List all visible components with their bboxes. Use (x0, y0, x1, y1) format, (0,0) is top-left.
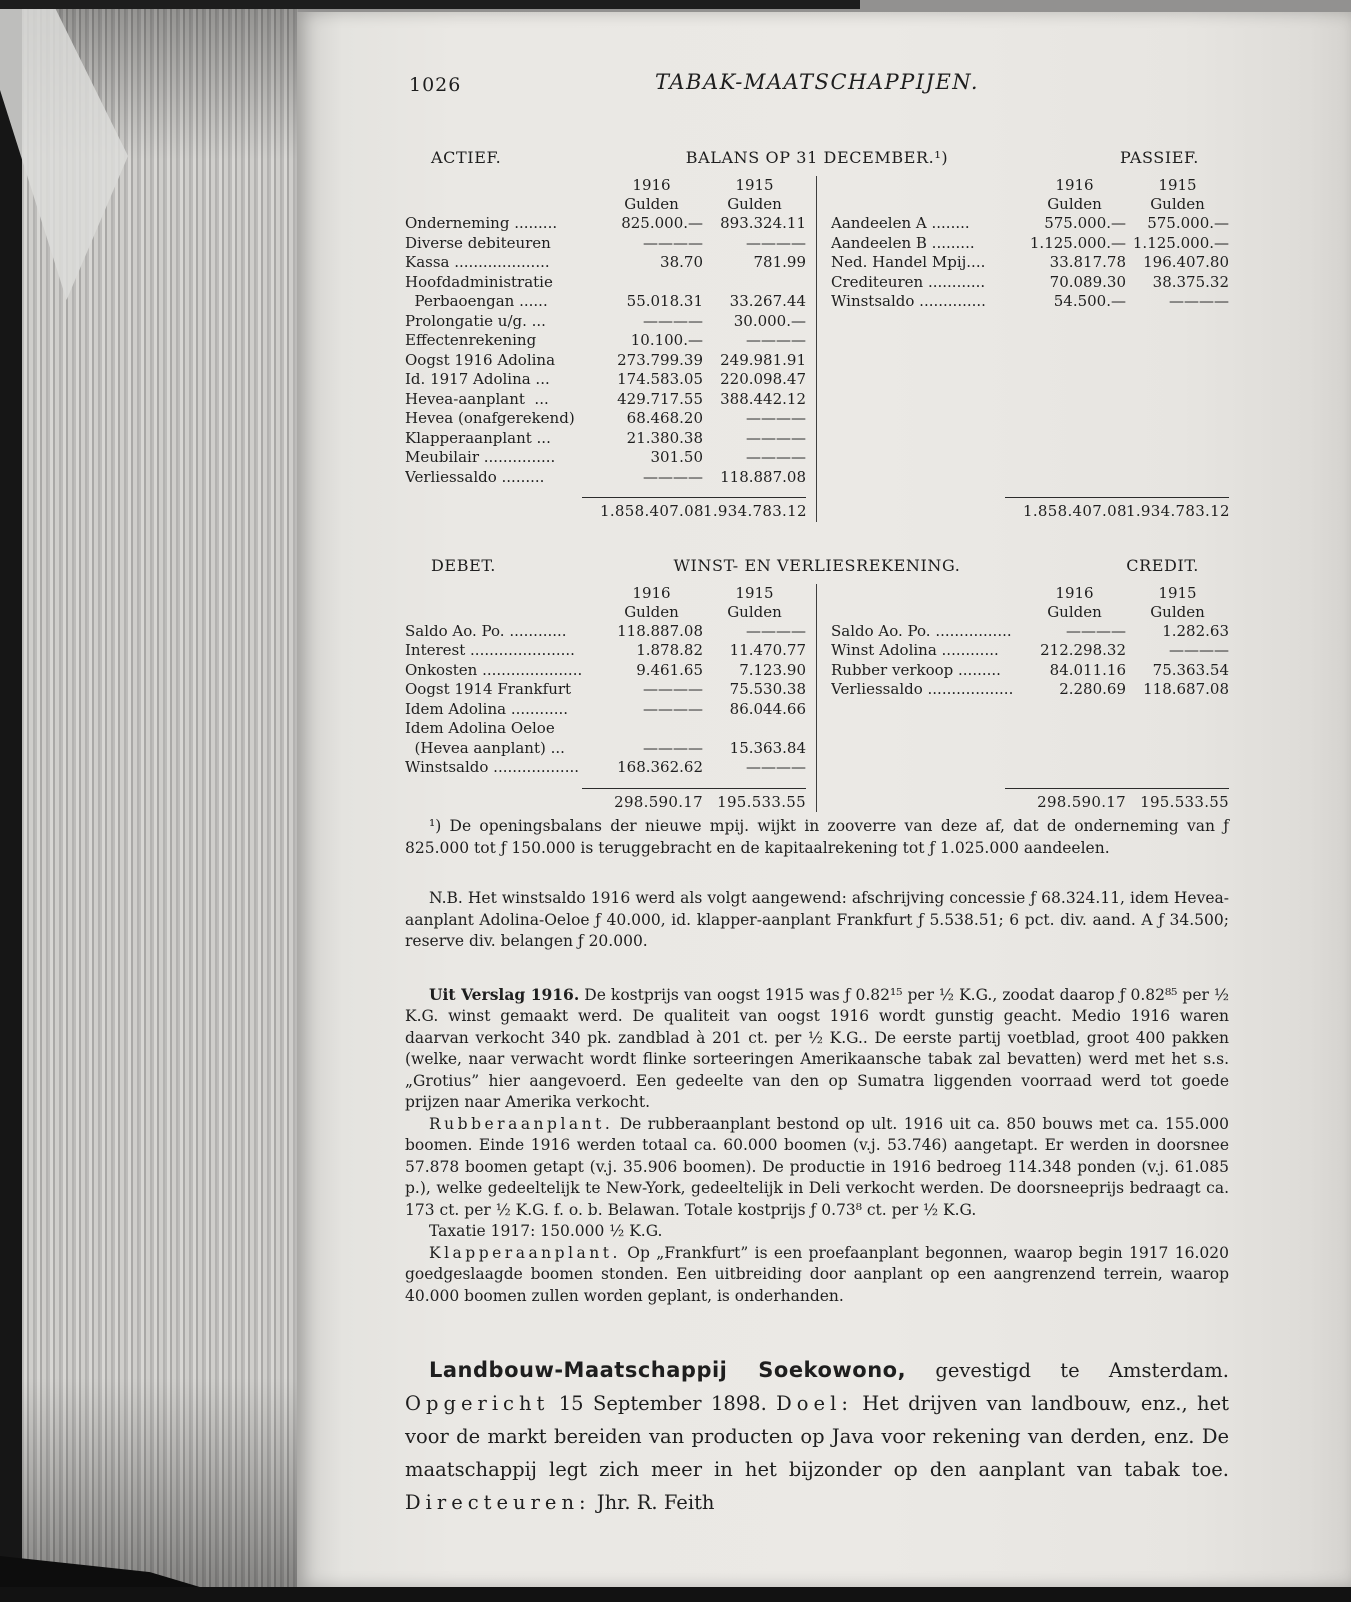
currency-label: Gulden (624, 195, 679, 213)
table-row: Kassa .................... 38.70 781.99 (405, 253, 806, 271)
actief-heading: ACTIEF. (431, 148, 502, 167)
paragraph-rubber: Rubberaanplant. De rubberaanplant bestond op ult. 1916 uit ca. 850 bouws met ca. 155.000 boomen. Einde 1916 werden totaal ca. 60.000 boomen (v.j. 53.746) aangetapt. Er werden in doorsnee 57.878 boomen getapt (v.j. 35.906 boomen). De productie in 1916 bedroeg 114.348 ponden (v.j. 61.085 p.), welke gedeeltelijk te New-York, gedeeltelijk in Deli verkocht werden. De doorsneeprijs bedraagt ca. 173 ct. per ½ K.G. f. o. b. Belawan. Totale kostprijs ƒ 0.73⁸ ct. per ½ K.G. (405, 1114, 1229, 1219)
total-1915: 195.533.55 (717, 792, 806, 811)
debet-panel (405, 584, 817, 813)
year-1916: 1916 (1055, 583, 1094, 602)
table-row: Id. 1917 Adolina ... 174.583.05 220.098.47 (405, 370, 806, 388)
table-row: Crediteuren ............ 70.089.30 38.375.32 (831, 272, 1229, 291)
currency-header-row (405, 195, 806, 214)
passief-heading: PASSIEF. (1119, 148, 1199, 167)
balance-panels (405, 176, 1229, 522)
pl-headings (405, 556, 1229, 575)
total-row (405, 502, 806, 522)
table-row: Onderneming ......... 825.000.— 893.324.11 (405, 214, 806, 232)
table-row: Effectenrekening 10.100.— ———— (405, 331, 806, 349)
currency-label: Gulden (624, 602, 679, 621)
year-1915: 1915 (735, 176, 774, 194)
scan-top-edge (0, 0, 860, 9)
passief-rows (831, 214, 1229, 312)
paragraph-taxatie: Taxatie 1917: 150.000 ½ K.G. (429, 1222, 663, 1240)
debet-heading: DEBET. (431, 555, 496, 575)
debet-rows (405, 622, 806, 778)
currency-label: Gulden (727, 195, 782, 213)
table-row: Interest ...................... 1.878.82 11.470.77 (405, 641, 806, 659)
paragraph-nb: N.B. Het winstsaldo 1916 werd als volgt aangewend: afschrijving concessie ƒ 68.324.11, idem Hevea-aanplant Adolina-Oeloe ƒ 40.000, id. klapper-aanplant Frankfurt ƒ 5.538.51; 6 pct. div. aand. A ƒ 34.500; reserve div. belangen ƒ 20.000. (405, 889, 1229, 950)
year-header-row (831, 584, 1229, 603)
currency-label: Gulden (1047, 602, 1102, 621)
passief-total (831, 487, 1229, 522)
total-1916: 1.858.407.08 (600, 502, 704, 520)
paragraph-klapper: Klapperaanplant. Op „Frankfurt” is een proefaanplant begonnen, waarop begin 1917 16.020 goedgeslaagde boomen stonden. Een uitbreiding door aanplant op een aangrenzend terrein, waarop 40.000 boomen zullen worden geplant, is onderhanden. (405, 1243, 1229, 1305)
table-row: Saldo Ao. Po. ................ ———— 1.282.63 (831, 621, 1229, 640)
table-row: Aandeelen A ........ 575.000.— 575.000.— (831, 214, 1229, 232)
year-1916: 1916 (632, 176, 671, 194)
balans-heading: BALANS OP 31 DECEMBER.¹) (685, 148, 949, 167)
table-row: Diverse debiteuren ———— ———— (405, 233, 806, 252)
table-row: Onkosten ..................... 9.461.65 7.123.90 (405, 660, 806, 679)
total-rule (582, 497, 806, 498)
table-row: Rubber verkoop ......... 84.011.16 75.363.54 (831, 660, 1229, 679)
year-1915: 1915 (735, 583, 774, 602)
total-1915: 1.934.783.12 (703, 502, 807, 520)
table-row: Saldo Ao. Po. ............ 118.887.08 ———— (405, 621, 806, 640)
book-spine (0, 0, 22, 1602)
total-row (831, 502, 1229, 522)
scan-bottom-edge (0, 1587, 1351, 1602)
year-header-row (831, 176, 1229, 195)
currency-label: Gulden (1150, 195, 1205, 213)
total-1916: 1.858.407.08 (1023, 502, 1127, 520)
currency-label: Gulden (727, 602, 782, 621)
total-rule (1005, 788, 1229, 789)
total-rule (582, 788, 806, 789)
currency-header-row (831, 603, 1229, 622)
page-content (405, 70, 1229, 1519)
table-row: Oogst 1916 Adolina 273.799.39 249.981.91 (405, 350, 806, 369)
table-row: Verliessaldo ......... ———— 118.887.08 (405, 467, 806, 486)
table-row: Perbaoengan ...... 55.018.31 33.267.44 (405, 292, 806, 310)
pl-panels (405, 584, 1229, 813)
page-surface (297, 12, 1351, 1587)
actief-rows (405, 214, 806, 487)
page-number: 1026 (409, 74, 462, 96)
year-1915: 1915 (1158, 176, 1197, 194)
currency-label: Gulden (1047, 195, 1102, 213)
table-row: Hevea-aanplant ... 429.717.55 388.442.12 (405, 389, 806, 408)
total-row (405, 793, 806, 813)
table-row: Ned. Handel Mpij.... 33.817.78 196.407.80 (831, 253, 1229, 271)
total-1916: 298.590.17 (1037, 792, 1126, 811)
table-row: Idem Adolina ............ ———— 86.044.66 (405, 699, 806, 718)
table-row: Hoofdadministratie (405, 272, 553, 291)
debet-total (405, 778, 806, 813)
credit-panel (817, 584, 1229, 813)
actief-total (405, 487, 806, 522)
paragraph-verslag: Uit Verslag 1916. De kostprijs van oogst 1915 was ƒ 0.82¹⁵ per ½ K.G., zoodat daarop ƒ 0.82⁸⁵ per ½ K.G. winst gemaakt werd. De qualiteit van oogst 1916 wordt gunstig geacht. Medio 1916 waren daarvan verkocht 340 pk. zandblad à 201 ct. per ½ K.G.. De eerste partij voetblad, groot 400 pakken (welke, naar verwacht wordt flinke sorteeringen Amerikaansche tabak zal bevatten) werd met het s.s. „Grotius” hier aangevoerd. Een gedeelte van den op Sumatra liggenden voorraad werd tot goede prijzen naar Amerika verkocht. (405, 984, 1229, 1111)
currency-label: Gulden (1150, 602, 1205, 621)
credit-total (831, 778, 1229, 813)
table-row: Winstsaldo .................. 168.362.62 ———— (405, 758, 806, 776)
credit-rows (831, 622, 1229, 700)
total-rule (1005, 497, 1229, 498)
year-header-row (405, 176, 806, 195)
table-row: Idem Adolina Oeloe (405, 719, 555, 737)
table-row: Aandeelen B ......... 1.125.000.— 1.125.000.— (831, 233, 1229, 252)
table-row: (Hevea aanplant) ... ———— 15.363.84 (405, 738, 806, 757)
table-row: Verliessaldo .................. 2.280.69 118.687.08 (831, 680, 1229, 698)
table-row: Prolongatie u/g. ... ———— 30.000.— (405, 311, 806, 330)
table-row: Winstsaldo .............. 54.500.— ———— (831, 292, 1229, 310)
total-1915: 195.533.55 (1140, 792, 1229, 811)
actief-panel (405, 176, 817, 522)
table-row: Oogst 1914 Frankfurt ———— 75.530.38 (405, 680, 806, 698)
page-header (405, 70, 1229, 104)
profit-loss-sheet (405, 556, 1229, 813)
year-1916: 1916 (1055, 176, 1094, 194)
paragraph-company: Landbouw-Maatschappij Soekowono, gevestigd te Amsterdam. Opgericht 15 September 1898. Doel: Het drijven van landbouw, enz., het voor de markt bereiden van producten op Java voor rekening van derden, enz. De maatschappij legt zich meer in het bijzonder op den aanplant van tabak toe. Directeuren: Jhr. R. Feith (405, 1358, 1229, 1514)
balance-sheet-headings (405, 148, 1229, 167)
paragraph-footnote: ¹) De openingsbalans der nieuwe mpij. wijkt in zooverre van deze af, dat de onderneming van ƒ 825.000 tot ƒ 150.000 is teruggebracht en de kapitaalrekening tot ƒ 1.025.000 aandeelen. (405, 817, 1229, 857)
text-sections (405, 816, 1229, 1519)
total-1916: 298.590.17 (614, 792, 703, 811)
year-1916: 1916 (632, 583, 671, 602)
total-row (831, 793, 1229, 813)
page-title: TABAK-MAATSCHAPPIJEN. (654, 70, 979, 94)
credit-heading: CREDIT. (1126, 555, 1199, 575)
table-row: Klapperaanplant ... 21.380.38 ———— (405, 428, 806, 447)
year-1915: 1915 (1158, 583, 1197, 602)
table-row: Hevea (onafgerekend) 68.468.20 ———— (405, 409, 806, 427)
currency-header-row (405, 603, 806, 622)
balance-sheet (405, 148, 1229, 522)
table-row: Winst Adolina ............ 212.298.32 ———— (831, 641, 1229, 659)
year-header-row (405, 584, 806, 603)
passief-panel (817, 176, 1229, 522)
table-row: Meubilair ............... 301.50 ———— (405, 448, 806, 466)
total-1915: 1.934.783.12 (1126, 502, 1230, 520)
pl-title: WINST- EN VERLIESREKENING. (673, 555, 961, 575)
currency-header-row (831, 195, 1229, 214)
